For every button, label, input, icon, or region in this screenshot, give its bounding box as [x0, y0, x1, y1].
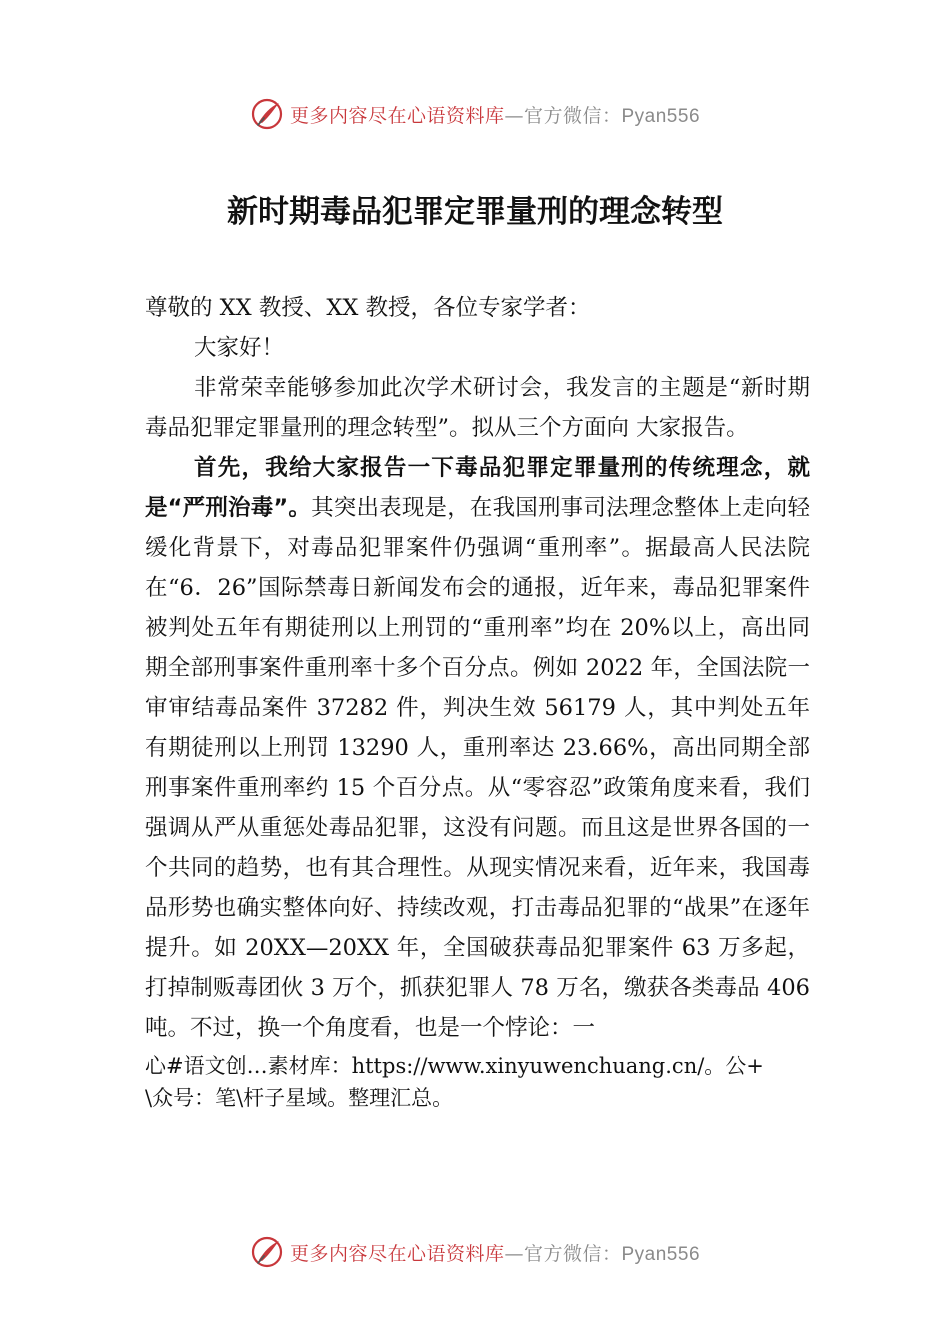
section-heading: 首先，我给大家报告一下毒品犯罪定罪量刑的传统理念，就是“严刑治毒”。: [145, 455, 810, 521]
quill-logo-icon: [250, 1235, 284, 1269]
quill-logo-icon: [250, 97, 284, 131]
footer-brand-text: [290, 1239, 700, 1266]
page-title: 新时期毒品犯罪定罪量刑的理念转型: [227, 194, 723, 230]
greeting: 大家好！: [194, 335, 285, 361]
intro-paragraph: 非常荣幸能够参加此次学术研讨会，我发言的主题是“新时期毒品犯罪定罪量刑的理念转型”。拟从三个方面向 大家报告。: [145, 375, 810, 441]
section-body: 其突出表现是，在我国刑事司法理念整体上走向轻缓化背景下，对毒品犯罪案件仍强调“重刑率”。据最高人民法院在“6．26”国际禁毒日新闻发布会的通报，近年来，毒品犯罪案件被判处五年有期徒刑以上刑罚的“重刑率”均在 20%以上，高出同期全部刑事案件重刑率十多个百分点。例如 2022 年，全国法院一审审结毒品案件 37282 件，判决生效 56179 人，其中判处五年有期徒刑以上刑罚 13290 人，重刑率达 23.66%，高出同期全部刑事案件重刑率约 15 个百分点。从“零容忍”政策角度来看，我们强调从严从重惩处毒品犯罪，这没有问题。而且这是世界各国的一个共同的趋势，也有其合理性。从现实情况来看，近年来，我国毒品形势也确实整体向好、持续改观，打击毒品犯罪的“战果”在逐年提升。如 20XX—20XX 年，全国破获毒品犯罪案件 63 万多起，打掉制贩毒团伙 3 万个，抓获犯罪人 78 万名，缴获各类毒品 406 吨。不过，换一个角度看，也是一个悖论：一: [145, 495, 810, 1041]
salutation: 尊敬的 XX 教授、XX 教授，各位专家学者：: [145, 295, 591, 321]
header-brand-main: 更多内容尽在心语资料库: [289, 104, 505, 127]
source-note-line-2: \众号：笔\杆子星域。整理汇总。: [145, 1086, 454, 1110]
footer-brand-main: 更多内容尽在心语资料库: [289, 1242, 505, 1265]
header-brand-wechat: Pyan556: [621, 105, 701, 127]
footer-brand-tail: —官方微信：: [504, 1242, 622, 1265]
source-note: [145, 1050, 810, 1114]
footer-brand-wechat: Pyan556: [621, 1243, 701, 1265]
footer-banner: [0, 1232, 950, 1272]
header-brand-tail: —官方微信：: [504, 104, 622, 127]
document-body: [145, 288, 810, 1114]
header-banner: [0, 94, 950, 134]
header-brand-text: [290, 101, 700, 128]
source-note-line-1: 心#语文创…素材库：https://www.xinyuwenchuang.cn/。公+: [145, 1054, 764, 1078]
section-paragraph: [145, 448, 810, 1048]
